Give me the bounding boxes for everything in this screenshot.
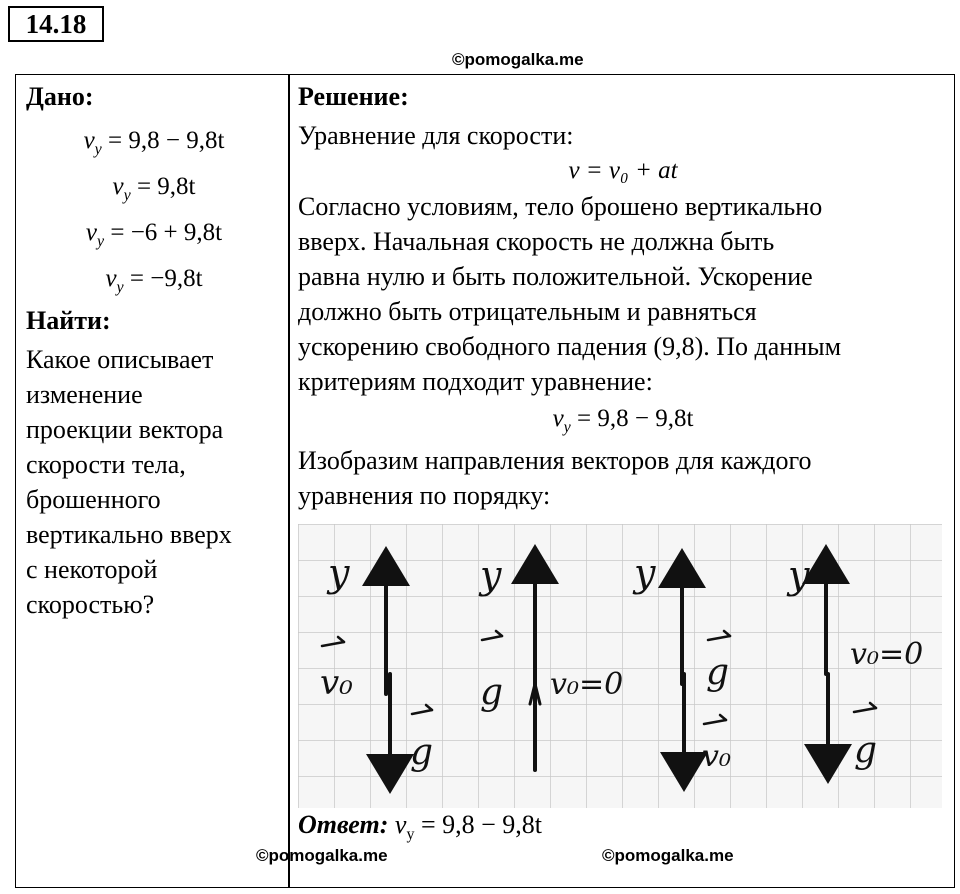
- solution-intro: Уравнение для скорости:: [298, 121, 574, 150]
- given-equation-1: $v_y = 9,8 - 9,8t$: [83, 127, 225, 158]
- chosen-equation: $v_y = 9,8 - 9,8t$: [552, 405, 694, 436]
- sketch2-v0-zero-label: v₀=0: [550, 667, 624, 702]
- problem-number: 14.18: [8, 6, 104, 42]
- find-heading: Найти:: [26, 306, 111, 335]
- sketch2-g-label: g: [480, 672, 504, 713]
- column-divider: [288, 74, 290, 888]
- given-equation-3: $v_y = -6 + 9,8t$: [85, 219, 223, 250]
- sketch4-v0-zero-label: v₀=0: [850, 637, 924, 672]
- answer-label: Ответ:: [298, 810, 389, 839]
- vector-sketch: [298, 524, 942, 808]
- sketch1-axis-label: y: [328, 551, 350, 595]
- sketch3-g-label: g: [706, 652, 730, 693]
- watermark-bottom-right: ©pomogalka.me: [602, 846, 734, 865]
- given-heading: Дано:: [26, 82, 94, 111]
- given-column: [26, 80, 282, 622]
- sketch1-g-label: g: [410, 732, 434, 773]
- find-question: Какое описывает изменение проекции вектора скорости тела, брошенного вертикально вверх с некоторой скоростью?: [26, 345, 232, 619]
- sketch2-axis-label: y: [480, 553, 502, 597]
- sketch3-v0-label: v₀: [702, 739, 731, 774]
- given-equation-4: $v_y = -9,8t$: [105, 265, 203, 296]
- sketch3-axis-label: y: [634, 551, 656, 595]
- solution-column: [298, 80, 948, 513]
- watermark-bottom-left: ©pomogalka.me: [256, 846, 388, 865]
- solution-paragraph-2: Изобразим направления векторов для каждого уравнения по порядку:: [298, 446, 812, 510]
- sketch4-g-label: g: [854, 730, 878, 771]
- sketch4-axis-label: y: [788, 553, 810, 597]
- answer: Ответ: $v_y = 9,8 - 9,8t$: [298, 810, 542, 843]
- sketch1-v0-label: v₀: [320, 663, 353, 703]
- watermark-top: ©pomogalka.me: [452, 50, 584, 69]
- solution-heading: Решение:: [298, 82, 409, 111]
- velocity-formula: v = v₀ + at: [568, 157, 678, 184]
- solution-paragraph-1: Согласно условиям, тело брошено вертикально вверх. Начальная скорость не должна быть равна нулю и быть положительной. Ускорение должно быть отрицательным и равняться ускорению свободного падения (9,8). По данным критериям подходит уравнение:: [298, 192, 842, 396]
- given-equation-2: $v_y = 9,8t$: [112, 173, 196, 204]
